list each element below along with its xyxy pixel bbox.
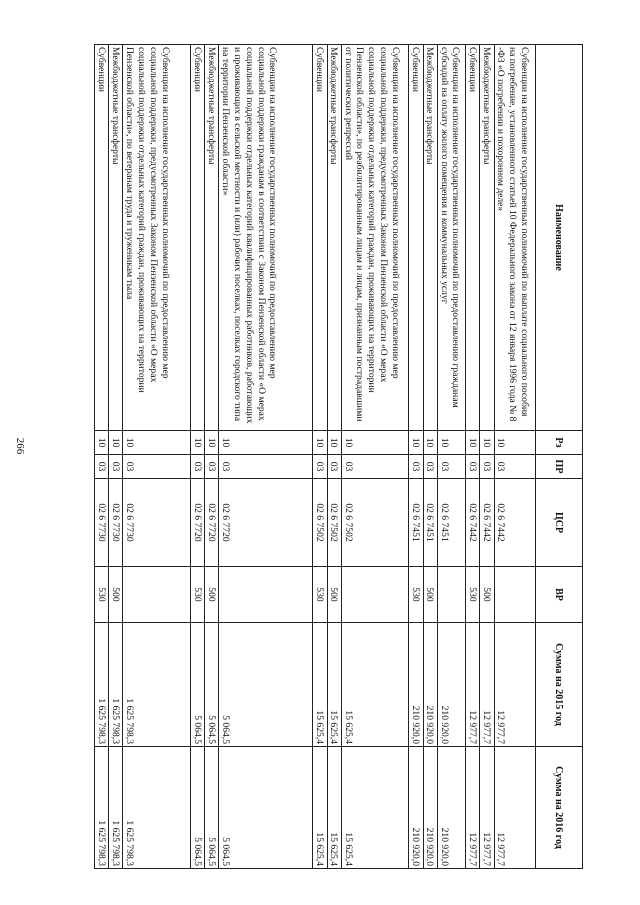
page-number: 266 <box>14 437 26 455</box>
cell-vr: 530 <box>191 567 205 623</box>
cell-rz: 10 <box>494 431 535 455</box>
cell-sum-2016: 210 920,0 <box>409 747 423 869</box>
cell-csr: 02 6 7720 <box>219 479 313 567</box>
cell-name: Субвенции на исполнение государственных полномочий по предоставлению гражданам субсидий на оплату жилого помещения и коммунальных услуг <box>437 45 465 431</box>
cell-vr: 500 <box>109 567 123 623</box>
cell-rz: 10 <box>409 431 423 455</box>
cell-pr: 03 <box>423 455 437 479</box>
table-row <box>494 45 535 869</box>
cell-sum-2015: 15 625,4 <box>341 623 409 747</box>
cell-sum-2015: 1 625 798,3 <box>123 623 191 747</box>
cell-name: Субвенции <box>409 45 423 431</box>
cell-sum-2015: 1 625 798,3 <box>109 623 123 747</box>
cell-vr <box>437 567 465 623</box>
cell-name: Межбюджетные трансферты <box>480 45 494 431</box>
cell-pr: 03 <box>327 455 341 479</box>
table-row <box>423 45 437 869</box>
cell-csr: 02 6 7720 <box>205 479 219 567</box>
cell-pr: 03 <box>409 455 423 479</box>
table-row <box>219 45 313 869</box>
cell-rz: 10 <box>109 431 123 455</box>
cell-pr: 03 <box>95 455 109 479</box>
table-row <box>109 45 123 869</box>
cell-sum-2016: 12 977,7 <box>480 747 494 869</box>
cell-name: Межбюджетные трансферты <box>205 45 219 431</box>
cell-sum-2015: 15 625,4 <box>327 623 341 747</box>
cell-rz: 10 <box>480 431 494 455</box>
cell-sum-2016: 1 625 798,3 <box>95 747 109 869</box>
cell-vr <box>341 567 409 623</box>
cell-sum-2016: 210 920,0 <box>423 747 437 869</box>
cell-csr: 02 6 7730 <box>123 479 191 567</box>
header-rz: Рз <box>536 431 583 455</box>
cell-sum-2016: 210 920,0 <box>437 747 465 869</box>
cell-name: Субвенции <box>95 45 109 431</box>
cell-vr <box>219 567 313 623</box>
cell-sum-2016: 15 625,4 <box>327 747 341 869</box>
cell-rz: 10 <box>95 431 109 455</box>
cell-pr: 03 <box>205 455 219 479</box>
cell-pr: 03 <box>494 455 535 479</box>
cell-pr: 03 <box>437 455 465 479</box>
table-row <box>480 45 494 869</box>
header-sum-2016: Сумма на 2016 год <box>536 747 583 869</box>
cell-sum-2015: 5 064,5 <box>191 623 205 747</box>
cell-sum-2015: 210 920,0 <box>409 623 423 747</box>
cell-csr: 02 6 7451 <box>409 479 423 567</box>
cell-sum-2016: 1 625 798,3 <box>123 747 191 869</box>
cell-rz: 10 <box>327 431 341 455</box>
cell-csr: 02 6 7451 <box>423 479 437 567</box>
table-row <box>437 45 465 869</box>
cell-sum-2016: 5 064,5 <box>205 747 219 869</box>
cell-csr: 02 6 7451 <box>437 479 465 567</box>
header-csr: ЦСР <box>536 479 583 567</box>
budget-table <box>94 44 583 869</box>
table-body <box>95 45 536 869</box>
cell-csr: 02 6 7502 <box>327 479 341 567</box>
cell-vr <box>494 567 535 623</box>
cell-vr: 500 <box>480 567 494 623</box>
table-row <box>123 45 191 869</box>
header-pr: ПР <box>536 455 583 479</box>
cell-vr <box>123 567 191 623</box>
cell-name: Субвенции на исполнение государственных полномочий по предоставлению мер социальной поддержки, предусмотренных Законом Пензенской области «О мерах социальной поддержки отдельных категорий граждан, проживающих на территории Пензенской области», по реабилитированным лицам и лицам, признанным пострадавшими от политических репрессий <box>341 45 409 431</box>
cell-sum-2015: 12 977,7 <box>480 623 494 747</box>
cell-pr: 03 <box>466 455 480 479</box>
table-row <box>409 45 423 869</box>
cell-rz: 10 <box>437 431 465 455</box>
cell-sum-2016: 1 625 798,3 <box>109 747 123 869</box>
cell-name: Субвенции <box>313 45 327 431</box>
cell-rz: 10 <box>466 431 480 455</box>
cell-pr: 03 <box>109 455 123 479</box>
cell-rz: 10 <box>205 431 219 455</box>
rotated-table-container <box>94 44 583 868</box>
cell-csr: 02 6 7442 <box>466 479 480 567</box>
cell-sum-2015: 12 977,7 <box>466 623 480 747</box>
cell-rz: 10 <box>423 431 437 455</box>
cell-sum-2015: 12 977,7 <box>494 623 535 747</box>
cell-csr: 02 6 7442 <box>480 479 494 567</box>
cell-sum-2015: 1 625 798,3 <box>95 623 109 747</box>
header-vr: ВР <box>536 567 583 623</box>
cell-vr: 530 <box>95 567 109 623</box>
cell-rz: 10 <box>341 431 409 455</box>
cell-name: Субвенции на исполнение государственных полномочий по предоставлению мер социальной поддержки гражданам в соответствии с Законом Пензенской области «О мерах социальной поддержки отдельных категорий квалифицированных работников, работающих и проживающих в сельской местности и (или) рабочих поселках, поселках городского типа на территории Пензенской области» <box>219 45 313 431</box>
cell-csr: 02 6 7730 <box>95 479 109 567</box>
cell-pr: 03 <box>313 455 327 479</box>
cell-name: Субвенции <box>466 45 480 431</box>
cell-vr: 530 <box>313 567 327 623</box>
table-row <box>327 45 341 869</box>
table-row <box>466 45 480 869</box>
cell-vr: 500 <box>423 567 437 623</box>
cell-csr: 02 6 7502 <box>341 479 409 567</box>
header-name: Наименование <box>536 45 583 431</box>
cell-sum-2016: 15 625,4 <box>341 747 409 869</box>
table-row <box>313 45 327 869</box>
cell-sum-2015: 210 920,0 <box>423 623 437 747</box>
cell-sum-2016: 15 625,4 <box>313 747 327 869</box>
cell-pr: 03 <box>219 455 313 479</box>
cell-name: Субвенции на исполнение государственных полномочий по предоставлению мер социальной поддержки, предусмотренных Законом Пензенской области «О мерах социальной поддержки отдельных категорий граждан, проживающих на территории Пензенской области», по ветеранам труда и труженикам тыла <box>123 45 191 431</box>
cell-rz: 10 <box>123 431 191 455</box>
cell-rz: 10 <box>219 431 313 455</box>
cell-sum-2015: 15 625,4 <box>313 623 327 747</box>
header-sum-2015: Сумма на 2015 год <box>536 623 583 747</box>
cell-name: Межбюджетные трансферты <box>423 45 437 431</box>
table-row <box>95 45 109 869</box>
cell-sum-2016: 12 977,7 <box>494 747 535 869</box>
cell-vr: 500 <box>327 567 341 623</box>
cell-pr: 03 <box>191 455 205 479</box>
cell-rz: 10 <box>191 431 205 455</box>
cell-sum-2015: 210 920,0 <box>437 623 465 747</box>
cell-sum-2015: 5 064,5 <box>219 623 313 747</box>
cell-name: Межбюджетные трансферты <box>109 45 123 431</box>
cell-sum-2016: 5 064,5 <box>191 747 205 869</box>
cell-pr: 03 <box>480 455 494 479</box>
cell-sum-2016: 5 064,5 <box>219 747 313 869</box>
cell-csr: 02 6 7730 <box>109 479 123 567</box>
table-row <box>341 45 409 869</box>
table-header-row <box>536 45 583 869</box>
cell-sum-2015: 5 064,5 <box>205 623 219 747</box>
cell-name: Субвенции <box>191 45 205 431</box>
table-row <box>191 45 205 869</box>
cell-csr: 02 6 7502 <box>313 479 327 567</box>
cell-name: Межбюджетные трансферты <box>327 45 341 431</box>
cell-vr: 530 <box>466 567 480 623</box>
cell-csr: 02 6 7720 <box>191 479 205 567</box>
cell-vr: 530 <box>409 567 423 623</box>
cell-sum-2016: 12 977,7 <box>466 747 480 869</box>
cell-pr: 03 <box>123 455 191 479</box>
cell-vr: 500 <box>205 567 219 623</box>
table-row <box>205 45 219 869</box>
cell-csr: 02 6 7442 <box>494 479 535 567</box>
cell-pr: 03 <box>341 455 409 479</box>
cell-name: Субвенции на исполнение государственных полномочий по выплате социального пособия на погребение, установленного статьей 10 Федерального закона от 12 января 1996 года № 8 -ФЗ «О погребении и похоронном деле» <box>494 45 535 431</box>
cell-rz: 10 <box>313 431 327 455</box>
